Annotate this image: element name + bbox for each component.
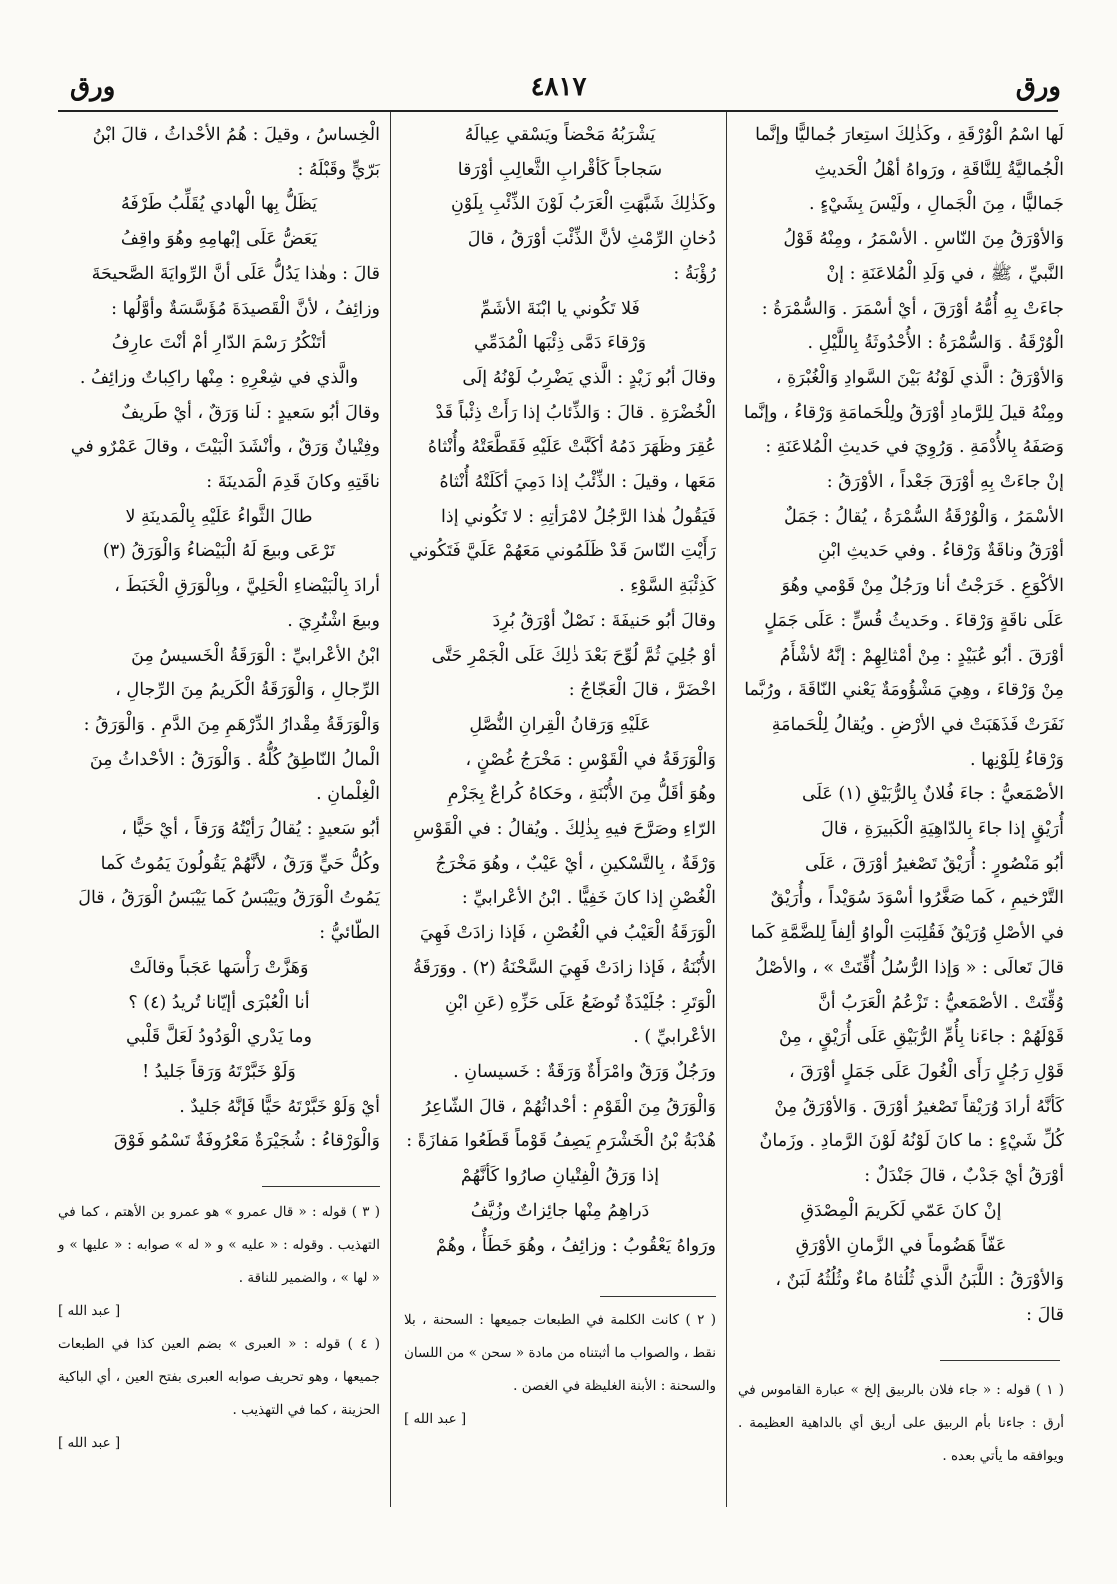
text-line: كَذِئْبَةِ السَّوْءِ . bbox=[619, 576, 716, 597]
text-line: الطّائيُّ : bbox=[319, 923, 380, 944]
text-line: الأصْمَعيُّ : جاءَ فُلانٌ بِالرُّبَيْقِ (١) عَلَى bbox=[802, 784, 1064, 805]
verse-line: عَلَيْهِ وَرَقانُ الْقِرانِ النُّصَّلِ bbox=[469, 714, 651, 735]
footnote-text: ( ١ ) قوله : « جاء فلان بالربيق إلخ » عبارة القاموس في أرق : جاءنا بأم الربيق على أريق أي بالداهية العظيمة . ويوافقه ما يأتي بعده . bbox=[738, 1382, 1064, 1464]
text-line: في الأصْلِ وُرَيْقٌ فَقُلِبَتِ الْواوُ ألِفاً لِلضَّمَّةِ كَما bbox=[750, 923, 1064, 944]
text-line: عُقِرَ وظَهَرَ دَمُهُ أكَبَّتْ عَلَيْهِ فَقَطَّعَتْهُ وأُنْثاهُ bbox=[427, 437, 716, 458]
text-line: الْجُماليَّةُ لِلنَّاقَةِ ، ورَواهُ أهْلُ الْحَديثِ bbox=[814, 159, 1064, 180]
text-line: قالَ : وهٰذا يَدُلُّ عَلَى أنَّ الرِّوايَةَ الصَّحيحَةَ bbox=[91, 263, 380, 284]
column-divider-left bbox=[390, 112, 391, 1507]
footnote-signature: [ عبد الله ] bbox=[58, 1303, 121, 1319]
text-line: الرّاءِ وصَرَّحَ فيهِ بِذٰلِكَ . ويُقالُ : في الْقَوْسِ bbox=[413, 819, 716, 840]
verse-line: يَعَضُّ عَلَى إبْهامِهِ وهُوَ واقِفُ bbox=[120, 229, 318, 250]
text-line: جَماليًّا ، مِنَ الْجَمالِ ، ولَيْسَ بِشَيْءٍ . bbox=[808, 194, 1064, 215]
text-line: بَرّيٍّ وقَبْلَهُ : bbox=[297, 159, 380, 180]
page-header bbox=[50, 72, 1067, 110]
text-line: كَأنَّهُ أرادَ وُرَيْقاً تَصْغيرُ أوْرَقَ . وَالأوْرَقُ مِنْ bbox=[774, 1096, 1064, 1117]
text-line: وقالَ أبُو حَنيفَةَ : نَصْلٌ أوْرَقُ بُرِدَ bbox=[492, 610, 716, 631]
text-line: نَفَرَتْ فَذَهَبَتْ في الأرْضِ . ويُقالُ لِلْحَمامَةِ bbox=[771, 714, 1064, 735]
text-line: وقالَ أبُو سَعيدٍ : لَنا وَرَقٌ ، أيْ طَريفٌ bbox=[121, 402, 380, 423]
verse-line: أتَنْكُرُ رَسْمَ الدّارِ أمْ أنْتَ عارِفُ bbox=[111, 333, 327, 354]
text-line: لَها اسْمُ الْوُرْقَةِ ، وكَذٰلِكَ استِعارَ جُماليًّا وإنَّما bbox=[755, 125, 1064, 145]
text-line: أُرَيْقٍ إذا جاءَ بِالدّاهِيَةِ الْكَبيرَةِ ، قالَ bbox=[821, 819, 1064, 840]
verse-line: إذا وَرَقُ الْفِتْيانِ صارُوا كَأنَّهُمْ bbox=[460, 1166, 660, 1187]
column-middle bbox=[404, 118, 716, 1263]
text-line: وُقِّتَتْ . الأصْمَعيُّ : تَزْعُمُ الْعَرَبُ أنَّ bbox=[817, 992, 1064, 1013]
column-right bbox=[738, 118, 1064, 1333]
text-line: وَصَفَهُ بِالأُدْمَةِ . وَرُوِيَ في حَديثِ الْمُلاعَنَةِ : bbox=[765, 437, 1064, 458]
text-line: رُؤْبَةُ : bbox=[673, 263, 716, 284]
verse-line: دَراهِمُ مِنْها جائِزاتٌ وزُيَّفُ bbox=[470, 1200, 650, 1221]
text-line: فَيَقُولُ هٰذا الرَّجُلُ لامْرَأتِهِ : لا تَكُوني إذا bbox=[441, 506, 716, 527]
text-line: وَالأوْرَقُ : اللَّبَنُ الَّذي ثُلُثاهُ ماءٌ وثُلُثُهُ لَبَنٌ ، bbox=[775, 1270, 1064, 1291]
page-number: ٤٨١٧ bbox=[530, 72, 587, 102]
headword-right: ورق bbox=[1015, 72, 1061, 102]
text-line: الأعْرابيِّ ) . bbox=[633, 1027, 716, 1048]
text-line: مِنْ وَرْقاءَ ، وهِيَ مَشْؤُومَةٌ يَعْني النّاقَةَ ، ورُبَّما bbox=[744, 680, 1064, 701]
text-line: الْخُضْرَةِ . قالَ : وَالذِّئابُ إذا رَأَتْ ذِئْباً قَدْ bbox=[435, 402, 716, 423]
text-line: أوْرَقُ أيْ جَدْبٌ ، قالَ جَنْدَلٌ : bbox=[864, 1166, 1064, 1187]
text-line: وَالْوَرَقُ مِنَ الْقَوْمِ : أحْداثُهُمْ ، قالَ الشّاعِرُ bbox=[422, 1096, 716, 1117]
text-line: قَوْلَهُمْ : جاءَنا بِأُمِّ الرُّبَيْقِ عَلَى أُرَيْقٍ ، مِنْ bbox=[778, 1027, 1064, 1048]
text-line: رَأَيْتِ النّاسَ قَدْ ظَلَمُوني مَعَهُمْ عَلَيَّ فَتَكُوني bbox=[409, 541, 716, 562]
text-line: أوْرَقُ وناقَةٌ وَرْقاءُ . وفي حَديثِ ابْنِ bbox=[817, 541, 1064, 562]
text-line: الأُبْنَةُ ، فَإذا زادَتْ فَهِيَ السَّحْنَةُ (٢) . ووَرَقَةُ bbox=[413, 957, 716, 978]
text-line: الْمالُ النّاطِقُ كُلُّهُ . وَالْوَرَقُ : الأحْداثُ مِنَ bbox=[89, 749, 380, 770]
text-line: الرِّجالِ ، وَالْوَرَقَةُ الْكَريمُ مِنَ الرِّجالِ ، bbox=[115, 680, 380, 701]
text-line: قالَ : bbox=[1026, 1304, 1064, 1325]
footnote-right bbox=[738, 1374, 1064, 1473]
text-line: وَرْقَةٌ ، بِالتَّسْكينِ ، أيْ عَيْبٌ ، وهُوَ مَخْرَجُ bbox=[435, 853, 716, 874]
text-line: الْوَرَقَةُ الْعَيْبُ في الْغُصْنِ ، فَإذا زادَتْ فَهِيَ bbox=[419, 923, 716, 944]
text-line: الْخِساسُ ، وقيلَ : هُمُ الأحْداثُ ، قالَ ابْنُ bbox=[92, 125, 380, 145]
verse-line: طالَ الثَّواءُ عَلَيْهِ بِالْمَدينَةِ لا bbox=[125, 506, 313, 527]
text-line: اخْضَرَّ ، قالَ الْعَجّاجُ : bbox=[568, 680, 716, 701]
text-line: أيْ وَلَوْ خَبَّرْتَهُ حَيًّا فَإنَّهُ جَليدٌ . bbox=[179, 1096, 380, 1117]
verse-line: وَرْقاءَ دَمَّى ذِئْبَها الْمُدَمِّي bbox=[473, 333, 647, 354]
text-line: الْغُصْنِ إذا كانَ خَفِيًّا . ابْنُ الأعْرابيِّ : bbox=[461, 888, 716, 909]
text-line: وهُوَ أقَلُّ مِنَ الأُبْنَةِ ، وحَكاهُ كُراعٌ بِجَزْمِ bbox=[447, 784, 716, 805]
verse-line: يَظَلُّ بِها الْهادي يُقَلِّبُ طَرْفَهُ bbox=[120, 194, 318, 215]
text-line: مَعَها ، وقيلَ : الذِّئْبُ إذا دَمِيَ أكَلَتْهُ أُنْثاهُ bbox=[439, 472, 716, 493]
footnote-signature: [ عبد الله ] bbox=[58, 1435, 121, 1451]
text-line: دُخانِ الرِّمْثِ لأنَّ الذِّئْبَ أوْرَقُ ، قالَ bbox=[467, 229, 716, 250]
text-line: ورَواهُ يَعْقُوبُ : وزائِفُ ، وهُوَ خَطَأٌ ، وهُمْ bbox=[435, 1235, 716, 1256]
text-line: أوْ جُلِيَ ثُمَّ لُوِّحَ بَعْدَ ذٰلِكَ عَلَى الْجَمْرِ حَتَّى bbox=[431, 645, 716, 666]
verse-line: إنْ كانَ عَمّي لَكَريمَ الْمِصْدَقِ bbox=[800, 1200, 1002, 1221]
text-line: وَالأوْرَقُ مِنَ النّاسِ . الأسْمَرُ ، ومِنْهُ قَوْلُ bbox=[783, 229, 1064, 250]
verse-line: تَرْعَى وبيعَ لَهُ الْبَيْضاءُ وَالْوَرَقُ (٣) bbox=[102, 541, 336, 562]
text-line: التَّرْخيمِ ، كَما صَغَّرُوا أسْوَدَ سُوَيْداً ، وأُرَيْقٌ bbox=[770, 888, 1064, 909]
text-line: جاءَتْ بِهِ أُمُّهُ أوْرَقَ ، أيْ أسْمَرَ . وَالسُّمْرَةُ : bbox=[761, 298, 1064, 319]
text-line: عَلَى ناقَةٍ وَرْقاءَ . وحَديثُ قُسٍّ : عَلَى جَمَلٍ bbox=[764, 610, 1064, 631]
text-line: كُلِّ شَيْءٍ : ما كانَ لَوْنُهُ لَوْنَ الرَّمادِ . وزَمانٌ bbox=[759, 1131, 1064, 1152]
text-line: قالَ تَعالَى : « وَإذا الرُّسُلُ أُقِّتَتْ » ، والأصْلُ bbox=[755, 957, 1064, 978]
verse-line: وَلَوْ خَبَّرْتَهُ وَرَقاً جَليدُ ! bbox=[142, 1061, 296, 1082]
text-line: ابْنُ الأعْرابيِّ : الْوَرَقَةُ الْخَسيسُ مِنَ bbox=[131, 645, 380, 666]
headword-left: ورق bbox=[70, 72, 116, 102]
column-left bbox=[58, 118, 380, 1159]
text-line: وكُلُّ حَيٍّ وَرَقٌ ، لأنَّهُمْ يَقُولُونَ يَمُوتُ كَما bbox=[100, 853, 380, 874]
text-line: ناقَتِهِ وكانَ قَدِمَ الْمَدينَةَ : bbox=[206, 472, 380, 493]
text-line: وبيعَ اشْتُرِيَ . bbox=[287, 610, 380, 631]
footnote-signature: [ عبد الله ] bbox=[404, 1411, 467, 1427]
footnote-middle bbox=[404, 1304, 716, 1436]
footnote-left bbox=[58, 1196, 380, 1460]
footnote-text: ( ٢ ) كانت الكلمة في الطبعات جميعها : السحنة ، بلا نقط ، والصواب ما أثبتناه من مادة « سحن » من اللسان والسحنة : الأبنة الغليظة في الغصن . bbox=[404, 1312, 716, 1394]
footnote-text: ( ٣ ) قوله : « قال عمرو » هو عمرو بن الأهتم ، كما في التهذيب . وقوله : « عليه » و « له » صوابه : « عليها » و « لها » ، والضمير للناقة . bbox=[58, 1204, 380, 1286]
verse-line: يَشْرَبُهُ مَحْضاً ويَسْقي عِيالَهُ bbox=[464, 125, 656, 145]
text-line: وَرْقاءُ لِلَوْنِها . bbox=[970, 749, 1064, 770]
verse-line: وَهَزَّتْ رَأْسَها عَجَباً وقالَتْ bbox=[129, 957, 309, 978]
verse-line: وما يَدْري الْوَدُودُ لَعَلَّ قَلْبي bbox=[126, 1027, 312, 1048]
text-line: أبُو سَعيدٍ : يُقالُ رَأيْتُهُ وَرَقاً ، أيْ حَيًّا ، bbox=[121, 819, 380, 840]
text-line: وَالْوَرْقاءُ : شُجَيْرَةٌ مَعْرُوفَةٌ تَسْمُو فَوْقَ bbox=[113, 1131, 380, 1152]
text-line: قَوْلِ رَجُلٍ رَأَى الْغُولَ عَلَى جَمَلٍ أوْرَقَ ، bbox=[789, 1061, 1064, 1082]
text-line: وقالَ أبُو زَيْدٍ : الَّذي يَضْرِبُ لَوْنُهُ إلَى bbox=[462, 367, 716, 388]
text-line: هُدْبَةُ بْنُ الْخَشْرَمِ يَصِفُ قَوْماً قَطَعُوا مَفازَةً : bbox=[406, 1131, 716, 1152]
text-line: الْوَتَرِ : جُلَيْدَةٌ تُوضَعُ عَلَى حَزِّهِ (عَنِ ابْنِ bbox=[444, 992, 716, 1013]
footnote-rule-left bbox=[262, 1186, 380, 1187]
text-line: أبُو مَنْصُورٍ : أُرَيْقٌ تَصْغيرُ أوْرَقَ ، عَلَى bbox=[805, 853, 1064, 874]
text-line: يَمُوتُ الْوَرَقُ ويَيْبَسُ كَما يَيْبَسُ الْوَرَقُ ، قالَ bbox=[78, 888, 380, 909]
text-line: أوْرَقَ . أبُو عُبَيْدٍ : مِنْ أمْثالِهِمْ : إنَّهُ لأشْأَمُ bbox=[779, 645, 1064, 666]
text-line: الأكْوَعِ . خَرَجْتُ أنا ورَجُلٌ مِنْ قَوْمي وهُوَ bbox=[781, 576, 1064, 597]
text-line: أرادَ بِالْبَيْضاءِ الْحَلِيَّ ، وبِالْوَرَقِ الْخَبَطَ ، bbox=[114, 576, 380, 597]
footnote-text: ( ٤ ) قوله : « العبرى » بضم العين كذا في الطبعات جميعها ، وهو تحريف صوابه العبرى بفتح العين ، أي الباكية الحزينة ، كما في التهذيب . bbox=[58, 1336, 381, 1418]
text-line: وفِتْيانٌ وَرَقٌ ، وأنْشَدَ الْبَيْتَ ، وقالَ عَمْرٌو في bbox=[70, 437, 380, 458]
text-line: الْوُرْقَةُ . وَالسُّمْرَةُ : الأُحْدُوثَةُ بِاللَّيْلِ . bbox=[807, 333, 1064, 354]
footnote-rule-right bbox=[940, 1360, 1060, 1361]
text-line: وَالْوَرَقَةُ مِقْدارُ الدِّرْهَمِ مِنَ الدَّمِ . وَالْوَرَقُ : bbox=[83, 714, 380, 735]
text-line: ورَجُلٌ وَرَقٌ وامْرَأَةٌ وَرَقَةٌ : خَسيسانِ . bbox=[453, 1061, 716, 1082]
text-line: ومِنْهُ قيلَ لِلرَّمادِ أوْرَقُ ولِلْحَمامَةِ وَرْقاءُ ، وإنَّما bbox=[743, 402, 1064, 423]
verse-line: سَجاجاً كَأقْرابِ الثَّعالِبِ أوْرَقا bbox=[457, 159, 663, 180]
text-line: النَّبيِّ ، ﷺ ، في وَلَدِ الْمُلاعَنَةِ : إنْ bbox=[826, 263, 1064, 284]
verse-line: أنا الْعُبْرَى أإيّانا تُريدُ (٤) ؟ bbox=[128, 992, 310, 1013]
text-line: وَالأوْرَقُ : الَّذي لَوْنُهُ بَيْنَ السَّوادِ وَالْغُبْرَةِ ، bbox=[775, 367, 1064, 388]
header-rule bbox=[58, 110, 1058, 112]
column-divider-right bbox=[726, 112, 727, 1507]
text-line: وَالْوَرَقَةُ في الْقَوْسِ : مَخْرَجُ غُصْنٍ ، bbox=[465, 749, 716, 770]
verse-line: فَلا تَكُوني يا ابْنَةَ الأشَمِّ bbox=[480, 298, 640, 319]
footnote-rule-middle bbox=[600, 1296, 716, 1297]
verse-line: والَّذي في شِعْرِهِ : مِنْها راكِباتٌ وزائِفُ . bbox=[79, 367, 359, 388]
text-line: الْغِلْمانِ . bbox=[316, 784, 380, 805]
text-line: وزائِفُ ، لأنَّ الْقَصيدَةَ مُؤَسَّسَةٌ وأوَّلُها : bbox=[111, 298, 380, 319]
text-line: إنْ جاءَتْ بِهِ أوْرَقَ جَعْداً ، الأوْرَقُ : bbox=[826, 472, 1064, 493]
text-line: وكَذٰلِكَ شَبَّهَتِ الْعَرَبُ لَوْنَ الذِّئْبِ بِلَوْنِ bbox=[450, 194, 716, 215]
verse-line: عَفّاً هَضُوماً في الزَّمانِ الأوْرَقِ bbox=[795, 1235, 1007, 1256]
text-line: الأسْمَرُ ، وَالْوُرْقَةُ السُّمْرَةُ ، يُقالُ : جَمَلٌ bbox=[784, 506, 1064, 527]
